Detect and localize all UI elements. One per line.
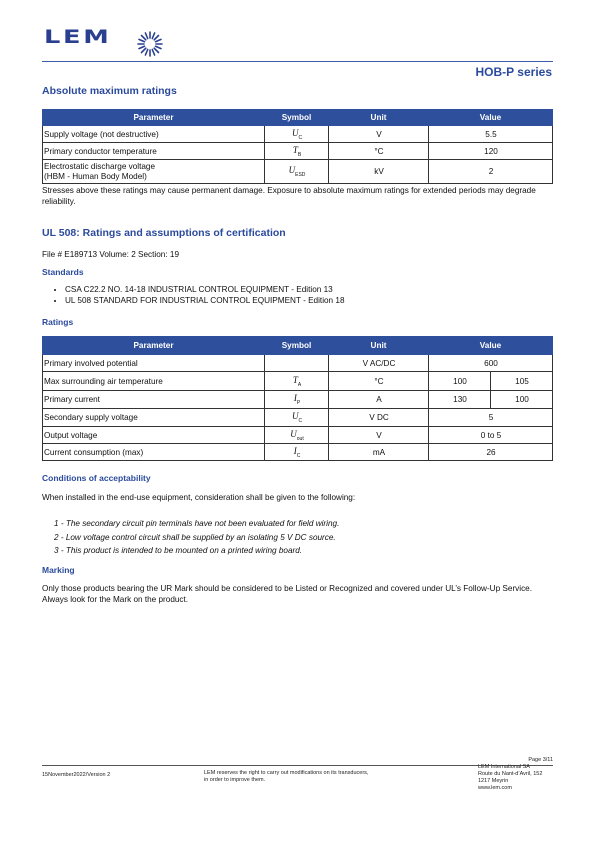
col-header: Parameter [43,110,265,126]
page-number: Page 3/11 [528,757,553,763]
symbol-cell [265,355,329,372]
marking-heading: Marking [42,565,75,575]
symbol-subscript: C [298,134,303,141]
param-cell: Secondary supply voltage [43,409,265,427]
abs-max-note: Stresses above these ratings may cause permanent damage. Exposure to absolute maximum ratings for extended periods may degrade reliability. [42,186,536,206]
footer-date: 15November2022/Version 2 [42,772,111,778]
table-row [43,391,553,409]
unit-cell: V DC [329,409,429,427]
header-rule [42,61,553,62]
value-cell: 130 [429,391,491,409]
unit-cell: °C [329,372,429,391]
symbol-cell [265,160,329,184]
symbol-cell [265,372,329,391]
symbol-subscript: C [298,417,303,424]
unit-cell: mA [329,444,429,461]
list-item: • UL 508 STANDARD FOR INDUSTRIAL CONTROL EQUIPMENT - Edition 18 [65,295,345,306]
ul-file: File # E189713 Volume: 2 Section: 19 [42,250,180,259]
address-line: 1217 Meyrin [478,778,509,784]
param-cell: Primary conductor temperature [43,143,265,160]
table-row [43,160,553,184]
param-cell: Current consumption (max) [43,444,265,461]
table-header-row [43,110,553,126]
table-row [43,444,553,461]
value-cell: 100 [429,372,491,391]
value-cell: 2 [429,160,553,184]
footer-address [478,764,542,792]
symbol-cell [265,143,329,160]
abs-max-heading: Absolute maximum ratings [42,85,177,97]
symbol-cell [265,444,329,461]
symbol-cell [265,126,329,143]
value-cell: 5.5 [429,126,553,143]
param-line: Electrostatic discharge voltage [44,161,156,171]
symbol-cell [265,409,329,427]
ratings-heading: Ratings [42,317,74,327]
col-header: Symbol [265,110,329,126]
value-cell: 5 [429,409,553,427]
unit-cell: A [329,391,429,409]
symbol-letter: U [291,411,299,422]
table-row [43,427,553,444]
col-header: Value [429,337,553,355]
col-header: Parameter [43,337,265,355]
unit-cell: °C [329,143,429,160]
table-row [43,372,553,391]
param-cell: Primary involved potential [43,355,265,372]
unit-cell: V [329,427,429,444]
table-header-row [43,337,553,355]
symbol-letter: I [293,393,297,404]
param-cell [43,160,265,184]
col-header: Unit [329,337,429,355]
series-title: HOB-P series [475,65,552,79]
table-row [43,126,553,143]
table-row [43,355,553,372]
value-cell: 0 to 5 [429,427,553,444]
symbol-letter: U [290,428,297,439]
list-item: 1 - The secondary circuit pin terminals have not been evaluated for field wiring. [54,519,340,528]
value-cell: 100 [491,391,553,409]
col-header: Unit [329,110,429,126]
unit-cell: V [329,126,429,143]
footer-rule [42,765,553,766]
conditions-heading: Conditions of acceptability [42,473,151,483]
website-link[interactable]: www.lem.com [478,785,512,791]
col-header: Symbol [265,337,329,355]
abs-max-table [42,109,553,184]
param-cell: Primary current [43,391,265,409]
value-cell: 26 [429,444,553,461]
symbol-subscript: A [297,381,302,388]
unit-cell: V AC/DC [329,355,429,372]
sunburst-icon [136,30,164,58]
symbol-letter: U [288,165,296,176]
param-cell: Supply voltage (not destructive) [43,126,265,143]
unit-cell: kV [329,160,429,184]
symbol-cell [265,391,329,409]
symbol-subscript: C [296,452,301,459]
symbol-subscript: P [296,399,301,406]
symbol-subscript: out [296,435,304,442]
disclaimer-line: in order to improve them. [204,777,266,783]
conditions-intro: When installed in the end-use equipment, consideration shall be given to the following: [42,493,356,502]
param-line: (HBM - Human Body Model) [44,171,147,181]
ul-heading: UL 508: Ratings and assumptions of certification [42,227,286,239]
symbol-cell [265,427,329,444]
symbol-letter: T [292,144,298,155]
value-cell: 105 [491,372,553,391]
value-cell: 120 [429,143,553,160]
disclaimer-line: LEM reserves the right to carry out modifications on its transducers, [204,770,369,776]
param-cell: Output voltage [43,427,265,444]
symbol-letter: I [293,445,297,456]
symbol-letter: U [291,127,299,138]
value-cell: 600 [429,355,553,372]
list-item: • CSA C22.2 NO. 14-18 INDUSTRIAL CONTROL EQUIPMENT - Edition 13 [65,284,345,295]
table-row [43,409,553,427]
table-row [43,143,553,160]
marking-text: Only those products bearing the UR Mark should be considered to be Listed or Recognized and covered under UL’s Follow-Up Service. Always look for the Mark on the product. [42,584,533,604]
ul-ratings-table [42,336,553,461]
footer-disclaimer [204,770,368,784]
standards-list [42,284,345,306]
symbol-subscript: ESD [295,171,306,178]
symbol-subscript: B [297,151,302,158]
list-item: 2 - Low voltage control circuit shall be supplied by an isolating 5 V DC source. [54,532,336,542]
col-header: Value [429,110,553,126]
symbol-letter: T [292,374,298,385]
address-line: Route du Nant-d’Avril, 152 [478,771,543,777]
address-line: LEM International SA [478,764,530,770]
conditions-list [54,517,339,558]
standards-heading: Standards [42,267,84,277]
logo-text: LEM [44,26,112,48]
list-item: 3 - This product is intended to be mounted on a printed wiring board. [54,546,303,555]
param-cell: Max surrounding air temperature [43,372,265,391]
